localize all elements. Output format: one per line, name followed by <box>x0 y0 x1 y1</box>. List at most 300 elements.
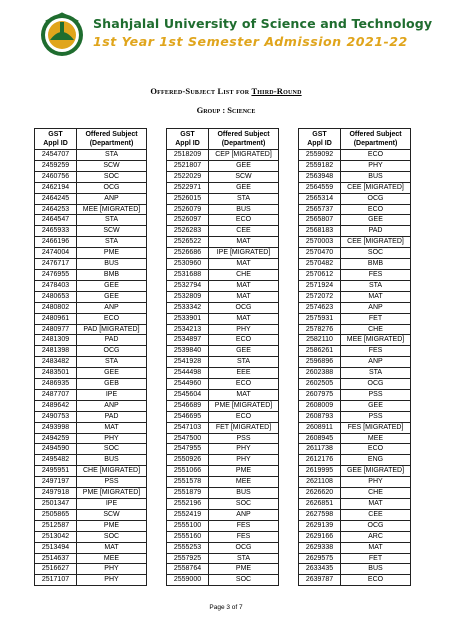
table-row <box>167 302 279 313</box>
table-row <box>299 313 411 324</box>
table-row <box>35 215 147 226</box>
subject-cell: MAT <box>341 542 411 553</box>
header-banner <box>38 10 448 62</box>
subject-cell: MEE <box>341 433 411 444</box>
appl-id-cell: 2464245 <box>35 193 77 204</box>
subject-cell: MEE <box>209 477 279 488</box>
subject-cell: PSS <box>341 389 411 400</box>
table-row <box>299 477 411 488</box>
appl-id-cell: 2518209 <box>167 150 209 161</box>
table-row <box>299 488 411 499</box>
table-row <box>35 564 147 575</box>
appl-id-cell: 2546695 <box>167 411 209 422</box>
table-row <box>35 150 147 161</box>
appl-id-cell: 2551066 <box>167 466 209 477</box>
appl-id-cell: 2495482 <box>35 455 77 466</box>
appl-id-cell: 2526283 <box>167 226 209 237</box>
appl-id-cell: 2516627 <box>35 564 77 575</box>
appl-id-cell: 2570482 <box>299 259 341 270</box>
table-row <box>167 466 279 477</box>
subject-cell: PAD <box>77 335 147 346</box>
subject-table-1 <box>34 128 147 586</box>
table-row <box>299 499 411 510</box>
subject-cell: BMB <box>77 269 147 280</box>
subject-cell: SOC <box>77 171 147 182</box>
subject-cell: SOC <box>209 499 279 510</box>
subject-cell: PME <box>77 248 147 259</box>
table-row <box>299 171 411 182</box>
appl-id-cell: 2608009 <box>299 400 341 411</box>
appl-id-cell: 2514637 <box>35 553 77 564</box>
table-row <box>299 542 411 553</box>
admission-subtitle: 1st Year 1st Semester Admission 2021-22 <box>93 34 408 49</box>
subject-cell: MAT <box>209 237 279 248</box>
appl-id-cell: 2480977 <box>35 324 77 335</box>
subject-cell: GEE <box>77 368 147 379</box>
table-row <box>167 171 279 182</box>
subject-cell: MAT <box>209 389 279 400</box>
appl-id-cell: 2578276 <box>299 324 341 335</box>
subject-cell: GEE <box>209 182 279 193</box>
subject-cell: PME <box>209 466 279 477</box>
appl-id-cell: 2526522 <box>167 237 209 248</box>
table-row <box>167 422 279 433</box>
appl-id-cell: 2552419 <box>167 509 209 520</box>
subject-cell: IPE <box>77 499 147 510</box>
subject-cell: PAD [MIGRATED] <box>77 324 147 335</box>
table-row <box>35 379 147 390</box>
subject-cell: FES <box>209 531 279 542</box>
table-row <box>167 335 279 346</box>
subject-cell: PSS <box>341 411 411 422</box>
appl-id-cell: 2611738 <box>299 444 341 455</box>
appl-id-cell: 2476717 <box>35 259 77 270</box>
subject-cell: ECO <box>209 379 279 390</box>
appl-id-cell: 2626620 <box>299 488 341 499</box>
appl-id-header: GST Appl ID <box>35 129 77 150</box>
subject-cell: PME <box>209 564 279 575</box>
table-row <box>35 433 147 444</box>
subject-cell: MEE [MIGRATED] <box>77 204 147 215</box>
appl-id-cell: 2555100 <box>167 520 209 531</box>
subject-cell: FET <box>341 553 411 564</box>
table-row <box>167 455 279 466</box>
appl-id-cell: 2629166 <box>299 531 341 542</box>
appl-id-cell: 2571924 <box>299 280 341 291</box>
subject-cell: OCG <box>77 182 147 193</box>
subject-cell: CEE [MIGRATED] <box>341 237 411 248</box>
table-row <box>167 204 279 215</box>
subject-cell: STA <box>341 368 411 379</box>
table-row <box>35 259 147 270</box>
subject-cell: GEE <box>209 160 279 171</box>
subject-cell: FET <box>341 313 411 324</box>
subject-cell: MEE [MIGRATED] <box>341 335 411 346</box>
appl-id-cell: 2559182 <box>299 160 341 171</box>
appl-id-cell: 2555160 <box>167 531 209 542</box>
table-row <box>167 368 279 379</box>
subject-cell: MAT <box>209 259 279 270</box>
subject-header: Offered Subject (Department) <box>77 129 147 150</box>
subject-cell: ANP <box>77 400 147 411</box>
table-row <box>299 466 411 477</box>
table-row <box>35 182 147 193</box>
title-prefix: Offered-Subject List for <box>150 86 252 96</box>
table-row <box>167 357 279 368</box>
subject-cell: CEP [MIGRATED] <box>209 150 279 161</box>
subject-cell: PHY <box>209 444 279 455</box>
subject-cell: ANP <box>341 357 411 368</box>
table-row <box>167 324 279 335</box>
appl-id-cell: 2526015 <box>167 193 209 204</box>
table-row <box>35 553 147 564</box>
table-row <box>299 182 411 193</box>
table-row <box>35 302 147 313</box>
appl-id-cell: 2533901 <box>167 313 209 324</box>
subject-cell: ECO <box>209 335 279 346</box>
subject-cell: STA <box>209 193 279 204</box>
appl-id-cell: 2607975 <box>299 389 341 400</box>
appl-id-cell: 2565737 <box>299 204 341 215</box>
table-row <box>167 346 279 357</box>
subject-cell: ECO <box>341 575 411 586</box>
subject-cell: STA <box>77 237 147 248</box>
appl-id-cell: 2483501 <box>35 368 77 379</box>
subject-cell: FES <box>341 346 411 357</box>
appl-id-cell: 2550926 <box>167 455 209 466</box>
subject-cell: PHY <box>341 477 411 488</box>
subject-cell: STA <box>77 357 147 368</box>
subject-table-2 <box>166 128 279 586</box>
subject-cell: ECO <box>209 411 279 422</box>
subject-cell: GEE [MIGRATED] <box>341 466 411 477</box>
appl-id-cell: 2476955 <box>35 269 77 280</box>
subject-cell: MAT <box>209 280 279 291</box>
subject-cell: CEE [MIGRATED] <box>341 182 411 193</box>
subject-cell: PME [MIGRATED] <box>209 400 279 411</box>
table-row <box>299 357 411 368</box>
subject-cell: PHY <box>209 324 279 335</box>
subject-cell: MAT <box>209 313 279 324</box>
appl-id-cell: 2570612 <box>299 269 341 280</box>
table-row <box>167 389 279 400</box>
appl-id-cell: 2568183 <box>299 226 341 237</box>
table-row <box>35 455 147 466</box>
subject-cell: PHY <box>77 433 147 444</box>
appl-id-cell: 2570003 <box>299 237 341 248</box>
appl-id-cell: 2533342 <box>167 302 209 313</box>
subject-cell: ANP <box>77 193 147 204</box>
subject-cell: PME <box>77 520 147 531</box>
table-row <box>35 488 147 499</box>
appl-id-cell: 2627598 <box>299 509 341 520</box>
subject-cell: OCG <box>341 520 411 531</box>
table-row <box>35 542 147 553</box>
appl-id-cell: 2564559 <box>299 182 341 193</box>
table-row <box>299 150 411 161</box>
table-row <box>167 248 279 259</box>
subject-cell: PHY <box>77 575 147 586</box>
subject-cell: ANP <box>77 302 147 313</box>
appl-id-cell: 2494259 <box>35 433 77 444</box>
table-row <box>35 346 147 357</box>
appl-id-cell: 2487707 <box>35 389 77 400</box>
table-row <box>35 389 147 400</box>
table-row <box>299 215 411 226</box>
subject-cell: GEE <box>77 291 147 302</box>
appl-id-cell: 2462194 <box>35 182 77 193</box>
appl-id-cell: 2563948 <box>299 171 341 182</box>
appl-id-cell: 2490753 <box>35 411 77 422</box>
appl-id-cell: 2483482 <box>35 357 77 368</box>
subject-cell: SCW <box>77 226 147 237</box>
table-row <box>299 400 411 411</box>
table-row <box>35 171 147 182</box>
table-row <box>167 575 279 586</box>
table-row <box>167 564 279 575</box>
appl-id-cell: 2530960 <box>167 259 209 270</box>
table-row <box>299 248 411 259</box>
appl-id-cell: 2466196 <box>35 237 77 248</box>
appl-id-cell: 2481309 <box>35 335 77 346</box>
title-round: Third-Round <box>251 86 302 96</box>
subject-cell: ECO <box>209 215 279 226</box>
subject-header: Offered Subject (Department) <box>341 129 411 150</box>
table-row <box>167 269 279 280</box>
appl-id-cell: 2629575 <box>299 553 341 564</box>
university-logo <box>38 10 86 58</box>
appl-id-cell: 2526079 <box>167 204 209 215</box>
appl-id-cell: 2608945 <box>299 433 341 444</box>
appl-id-cell: 2565314 <box>299 193 341 204</box>
document-title <box>0 86 452 96</box>
appl-id-cell: 2629338 <box>299 542 341 553</box>
table-row <box>35 160 147 171</box>
table-row <box>35 237 147 248</box>
table-row <box>167 193 279 204</box>
table-row <box>299 291 411 302</box>
subject-cell: ECO <box>77 313 147 324</box>
appl-id-cell: 2478403 <box>35 280 77 291</box>
subject-cell: BUS <box>341 564 411 575</box>
appl-id-cell: 2480802 <box>35 302 77 313</box>
table-row <box>299 324 411 335</box>
table-row <box>167 280 279 291</box>
subject-cell: CHE <box>209 269 279 280</box>
table-row <box>299 433 411 444</box>
subject-cell: ECO <box>341 150 411 161</box>
subject-table-3 <box>298 128 411 586</box>
appl-id-cell: 2531688 <box>167 269 209 280</box>
table-row <box>299 379 411 390</box>
appl-id-cell: 2596896 <box>299 357 341 368</box>
table-row <box>299 389 411 400</box>
table-row <box>35 324 147 335</box>
table-row <box>35 499 147 510</box>
table-row <box>35 269 147 280</box>
appl-id-cell: 2545604 <box>167 389 209 400</box>
table-row <box>167 520 279 531</box>
subject-cell: SOC <box>209 575 279 586</box>
appl-id-cell: 2501347 <box>35 499 77 510</box>
subject-cell: SCW <box>209 171 279 182</box>
appl-id-cell: 2602388 <box>299 368 341 379</box>
table-row <box>299 564 411 575</box>
subject-cell: OCG <box>77 346 147 357</box>
appl-id-cell: 2552196 <box>167 499 209 510</box>
subject-cell: BUS <box>209 204 279 215</box>
table-row <box>167 488 279 499</box>
appl-id-cell: 2541928 <box>167 357 209 368</box>
subject-cell: SOC <box>77 444 147 455</box>
subject-cell: MEE <box>77 553 147 564</box>
subject-cell: MAT <box>341 499 411 510</box>
subject-cell: ARC <box>341 531 411 542</box>
subject-cell: OCG <box>341 193 411 204</box>
appl-id-cell: 2495951 <box>35 466 77 477</box>
subject-cell: PSS <box>209 433 279 444</box>
appl-id-cell: 2633435 <box>299 564 341 575</box>
table-row <box>35 477 147 488</box>
table-row <box>35 248 147 259</box>
subject-cell: ANP <box>209 509 279 520</box>
subject-cell: CHE <box>341 488 411 499</box>
subject-cell: IPE <box>77 389 147 400</box>
appl-id-cell: 2489642 <box>35 400 77 411</box>
subject-cell: MAT <box>341 291 411 302</box>
subject-cell: FES <box>341 269 411 280</box>
appl-id-cell: 2558764 <box>167 564 209 575</box>
table-row <box>167 499 279 510</box>
subject-cell: STA <box>341 280 411 291</box>
appl-id-cell: 2465933 <box>35 226 77 237</box>
table-row <box>167 160 279 171</box>
table-row <box>35 400 147 411</box>
appl-id-cell: 2574623 <box>299 302 341 313</box>
appl-id-cell: 2621108 <box>299 477 341 488</box>
subject-cell: ECO <box>341 204 411 215</box>
table-row <box>35 411 147 422</box>
table-row <box>299 226 411 237</box>
appl-id-cell: 2480961 <box>35 313 77 324</box>
appl-id-cell: 2557925 <box>167 553 209 564</box>
subject-cell: IPE [MIGRATED] <box>209 248 279 259</box>
subject-cell: EEE <box>209 368 279 379</box>
appl-id-cell: 2497197 <box>35 477 77 488</box>
appl-id-cell: 2547955 <box>167 444 209 455</box>
table-row <box>167 509 279 520</box>
group-label: Group : Science <box>196 105 256 115</box>
table-row <box>299 509 411 520</box>
appl-id-cell: 2534213 <box>167 324 209 335</box>
appl-id-cell: 2513494 <box>35 542 77 553</box>
table-row <box>299 455 411 466</box>
page-number: Page 3 of 7 <box>209 604 243 611</box>
appl-id-cell: 2544960 <box>167 379 209 390</box>
appl-id-cell: 2532794 <box>167 280 209 291</box>
university-name: Shahjalal University of Science and Technology <box>93 16 433 31</box>
table-row <box>167 182 279 193</box>
table-row <box>35 509 147 520</box>
subject-cell: PSS <box>77 477 147 488</box>
table-row <box>35 444 147 455</box>
appl-id-cell: 2612176 <box>299 455 341 466</box>
table-row <box>299 302 411 313</box>
table-row <box>35 280 147 291</box>
appl-id-cell: 2460756 <box>35 171 77 182</box>
appl-id-cell: 2575931 <box>299 313 341 324</box>
subject-cell: STA <box>77 215 147 226</box>
table-row <box>299 259 411 270</box>
table-row <box>299 422 411 433</box>
subject-cell: GEE <box>341 215 411 226</box>
subject-cell: OCG <box>209 542 279 553</box>
appl-id-cell: 2555253 <box>167 542 209 553</box>
appl-id-header: GST Appl ID <box>299 129 341 150</box>
table-row <box>35 466 147 477</box>
table-row <box>167 379 279 390</box>
subject-cell: BUS <box>77 259 147 270</box>
appl-id-cell: 2602505 <box>299 379 341 390</box>
table-row <box>299 346 411 357</box>
subject-cell: STA <box>209 357 279 368</box>
table-row <box>299 553 411 564</box>
table-row <box>35 335 147 346</box>
subject-cell: BUS <box>209 488 279 499</box>
subject-cell: GEB <box>77 379 147 390</box>
appl-id-cell: 2544498 <box>167 368 209 379</box>
subject-cell: CEE <box>341 509 411 520</box>
appl-id-cell: 2521807 <box>167 160 209 171</box>
subject-cell: SOC <box>77 531 147 542</box>
table-row <box>35 531 147 542</box>
table-row <box>167 150 279 161</box>
appl-id-cell: 2486935 <box>35 379 77 390</box>
subject-cell: CHE [MIGRATED] <box>77 466 147 477</box>
appl-id-cell: 2539840 <box>167 346 209 357</box>
table-row <box>167 542 279 553</box>
appl-id-cell: 2626851 <box>299 499 341 510</box>
table-row <box>35 520 147 531</box>
table-row <box>299 575 411 586</box>
appl-id-cell: 2464253 <box>35 204 77 215</box>
appl-id-header: GST Appl ID <box>167 129 209 150</box>
subject-cell: PAD <box>77 411 147 422</box>
appl-id-cell: 2474004 <box>35 248 77 259</box>
subject-cell: SCW <box>77 160 147 171</box>
appl-id-cell: 2454707 <box>35 150 77 161</box>
table-row <box>167 259 279 270</box>
appl-id-cell: 2639787 <box>299 575 341 586</box>
appl-id-cell: 2572072 <box>299 291 341 302</box>
subject-cell: PHY <box>77 564 147 575</box>
table-row <box>299 368 411 379</box>
appl-id-cell: 2480653 <box>35 291 77 302</box>
subject-cell: CEE <box>209 226 279 237</box>
appl-id-cell: 2629139 <box>299 520 341 531</box>
subject-cell: FES <box>209 520 279 531</box>
subject-cell: GEE <box>341 400 411 411</box>
subject-cell: PME [MIGRATED] <box>77 488 147 499</box>
appl-id-cell: 2546689 <box>167 400 209 411</box>
subject-cell: SCW <box>77 509 147 520</box>
appl-id-cell: 2559092 <box>299 150 341 161</box>
appl-id-cell: 2513042 <box>35 531 77 542</box>
subject-cell: OCG <box>341 379 411 390</box>
table-row <box>299 520 411 531</box>
subject-cell: SOC <box>341 248 411 259</box>
subject-cell: STA <box>209 553 279 564</box>
